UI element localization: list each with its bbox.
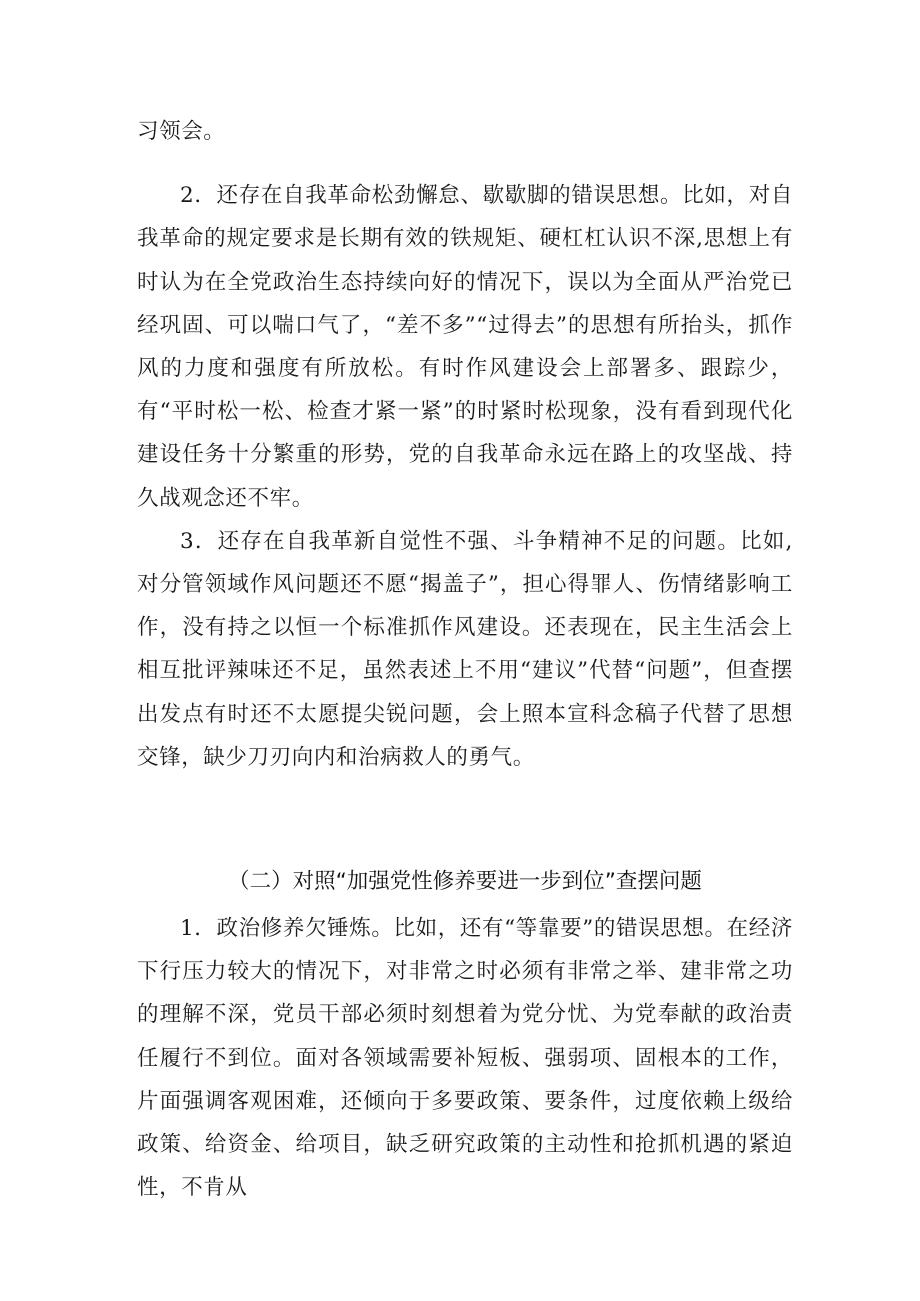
section-heading: （二）对照“加强党性修养要进一步到位”查摆问题 — [228, 869, 702, 894]
paragraph-item-2: 2．还存在自我革命松劲懈怠、歇歇脚的错误思想。比如，对自我革命的规定要求是长期有效的铁规矩、硬杠杠认识不深,思想上有时认为在全党政治生态持续向好的情况下，误以为全面从严治党已经巩固、可以喘口气了，“差不多”“过得去”的思想有所抬头，抓作风的力度和强度有所放松。有时作风建设会上部署多、跟踪少，有“平时松一松、检查才紧一紧”的时紧时松现象，没有看到现代化建设任务十分繁重的形势，党的自我革命永远在路上的攻坚战、持久战观念还不牢。 — [137, 183, 793, 511]
paragraph-continuation: 习领会。 — [137, 119, 226, 144]
body-text-lower — [137, 907, 793, 1209]
body-text-upper — [137, 110, 793, 779]
paragraph-item-3: 3．还存在自我革新自觉性不强、斗争精神不足的问题。比如,对分管领域作风问题还不愿“揭盖子”，担心得罪人、伤情绪影响工作，没有持之以恒一个标准抓作风建设。还表现在，民主生活会上相互批评辣味还不足，虽然表述上不用“建议”代替“问题”，但查摆出发点有时还不太愿提尖锐问题，会上照本宣科念稿子代替了思想交锋，缺少刀刃向内和治病救人的勇气。 — [137, 528, 793, 770]
paragraph-section-item-1: 1．政治修养欠锤炼。比如，还有“等靠要”的错误思想。在经济下行压力较大的情况下，对非常之时必须有非常之举、建非常之功的理解不深，党员干部必须时刻想着为党分忧、为党奉献的政治责任履行不到位。面对各领域需要补短板、强弱项、固根本的工作，片面强调客观困难，还倾向于多要政策、要条件，过度依赖上级给政策、给资金、给项目，缺乏研究政策的主动性和抢抓机遇的紧迫性，不肯从 — [137, 916, 793, 1201]
